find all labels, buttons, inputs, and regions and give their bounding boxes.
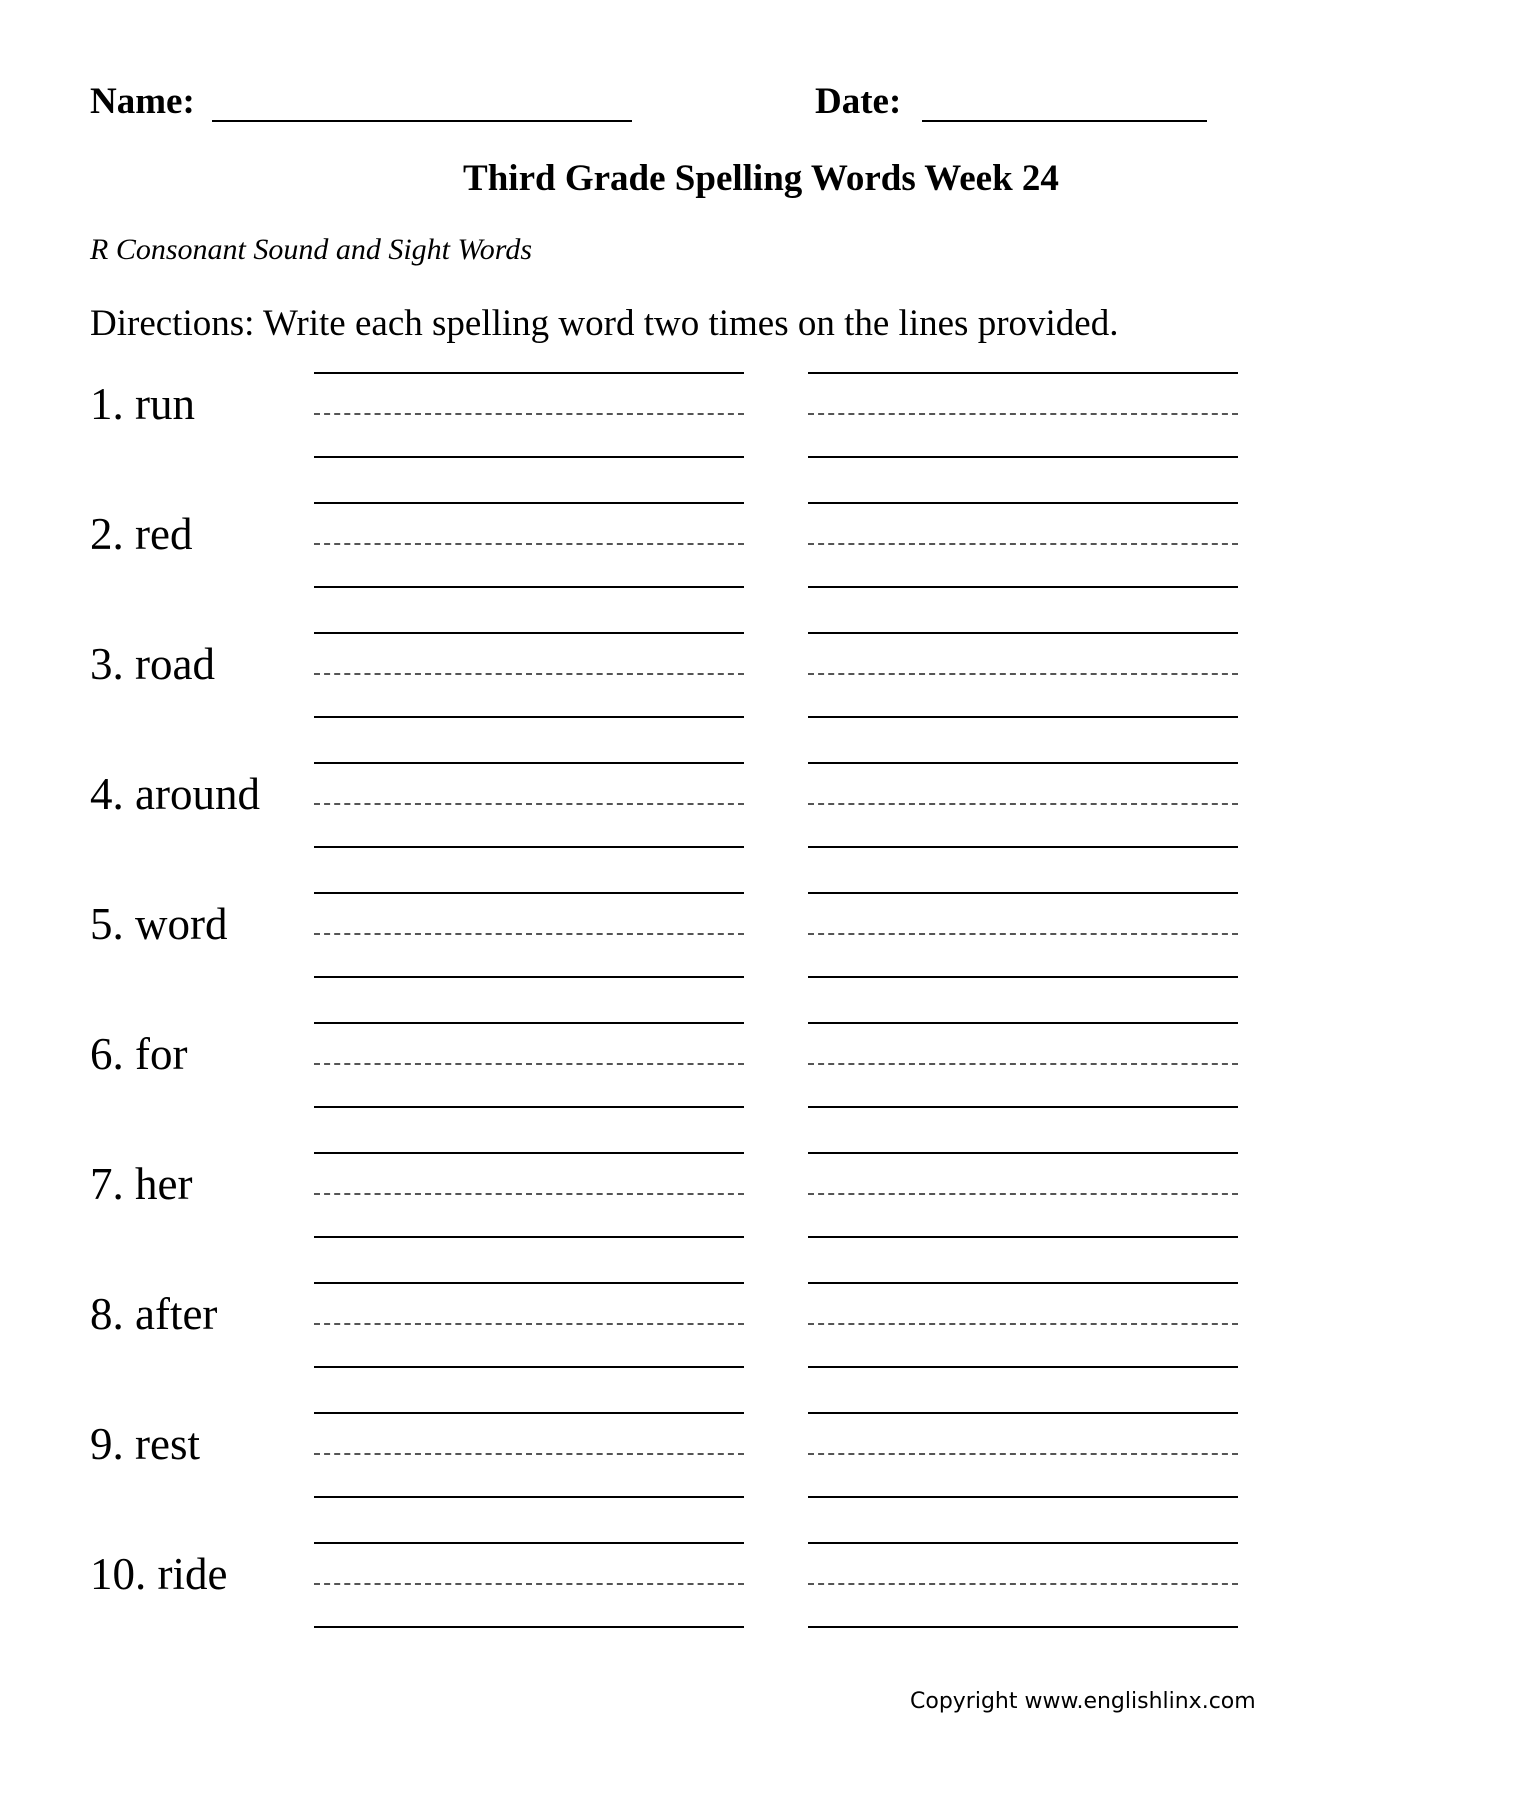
word-row: [0, 372, 1522, 502]
writing-lines-first[interactable]: [314, 632, 744, 716]
writing-lines-second[interactable]: [808, 632, 1238, 716]
writing-lines-first[interactable]: [314, 1022, 744, 1106]
writing-lines-second[interactable]: [808, 372, 1238, 456]
name-label: Name:: [90, 81, 195, 122]
word-row: [0, 892, 1522, 1022]
writing-lines-first[interactable]: [314, 1282, 744, 1366]
word-label: 4. around: [90, 769, 260, 819]
word-row: [0, 1542, 1522, 1672]
date-field[interactable]: [922, 120, 1207, 122]
name-field[interactable]: [212, 120, 632, 122]
word-label: 10. ride: [90, 1549, 228, 1599]
word-label: 1. run: [90, 379, 195, 429]
header-row: [90, 80, 1230, 140]
word-row: [0, 1022, 1522, 1152]
writing-lines-first[interactable]: [314, 892, 744, 976]
directions-text: Directions: Write each spelling word two times on the lines provided.: [90, 303, 1119, 344]
writing-lines-second[interactable]: [808, 1282, 1238, 1366]
word-label: 9. rest: [90, 1419, 200, 1469]
writing-lines-first[interactable]: [314, 502, 744, 586]
writing-lines-second[interactable]: [808, 1152, 1238, 1236]
word-label: 6. for: [90, 1029, 188, 1079]
page-subtitle: R Consonant Sound and Sight Words: [90, 233, 532, 266]
word-row: [0, 1152, 1522, 1282]
writing-lines-first[interactable]: [314, 1412, 744, 1496]
copyright-notice: Copyright www.englishlinx.com: [910, 1689, 1256, 1714]
word-label: 7. her: [90, 1159, 193, 1209]
word-list: [0, 372, 1522, 1672]
writing-lines-second[interactable]: [808, 1542, 1238, 1626]
writing-lines-first[interactable]: [314, 372, 744, 456]
writing-lines-second[interactable]: [808, 762, 1238, 846]
word-label: 2. red: [90, 509, 193, 559]
page-title: Third Grade Spelling Words Week 24: [463, 158, 1059, 199]
word-row: [0, 502, 1522, 632]
writing-lines-second[interactable]: [808, 1412, 1238, 1496]
writing-lines-second[interactable]: [808, 892, 1238, 976]
word-label: 8. after: [90, 1289, 218, 1339]
writing-lines-first[interactable]: [314, 1152, 744, 1236]
writing-lines-first[interactable]: [314, 762, 744, 846]
word-label: 3. road: [90, 639, 215, 689]
date-label: Date:: [815, 81, 902, 122]
word-row: [0, 1412, 1522, 1542]
word-row: [0, 1282, 1522, 1412]
word-label: 5. word: [90, 899, 228, 949]
writing-lines-second[interactable]: [808, 502, 1238, 586]
writing-lines-second[interactable]: [808, 1022, 1238, 1106]
word-row: [0, 632, 1522, 762]
word-row: [0, 762, 1522, 892]
writing-lines-first[interactable]: [314, 1542, 744, 1626]
